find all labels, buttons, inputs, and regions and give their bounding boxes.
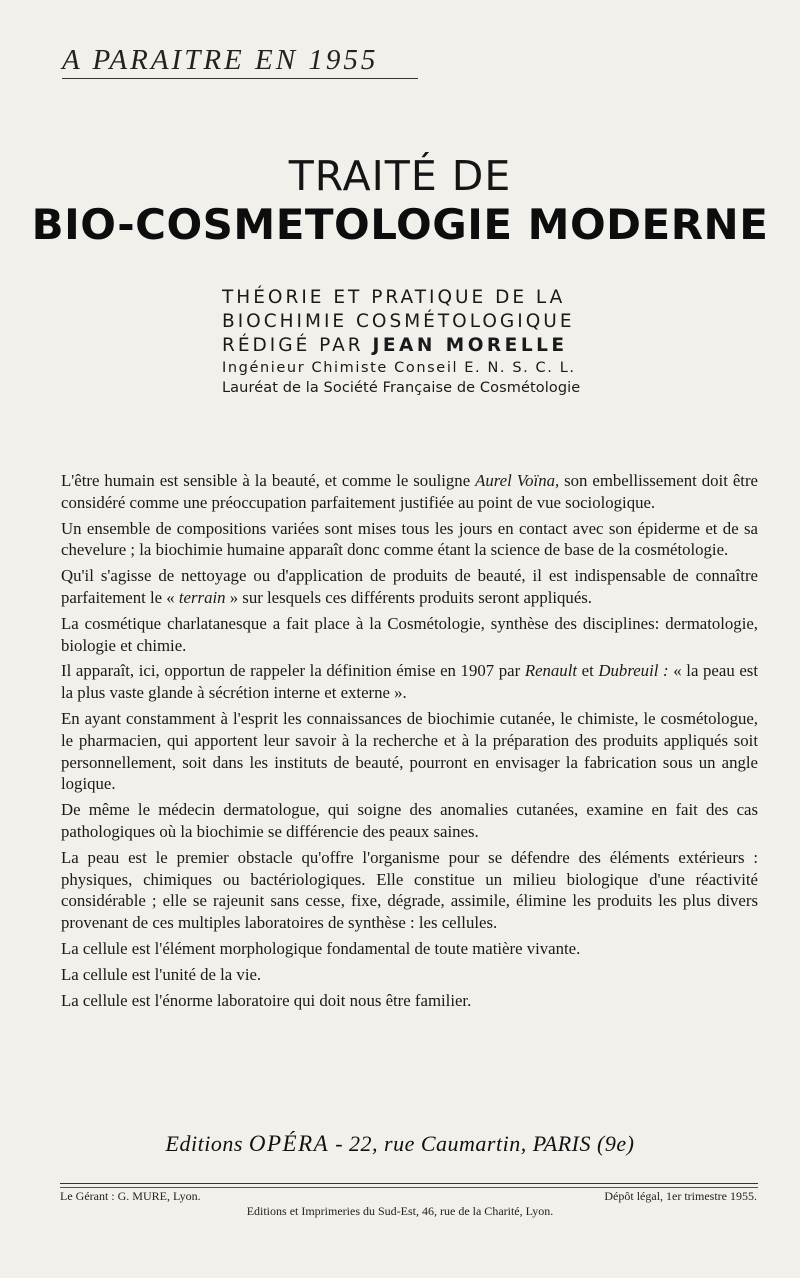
p3-text-a: Qu'il s'agisse de nettoyage ou d'application de produits de beauté, il est indispensable de connaître parfaitement le « — [61, 566, 758, 607]
paragraph-4: La cosmétique charlatanesque a fait place à la Cosmétologie, synthèse des disciplines: dermatologie, biologie et chimie. — [61, 613, 758, 655]
paragraph-3 — [61, 565, 758, 609]
publisher-prefix: Editions — [165, 1131, 243, 1156]
paragraph-10: La cellule est l'unité de la vie. — [61, 964, 262, 984]
subtitle-line-2: BIOCHIMIE COSMÉTOLOGIQUE — [222, 311, 575, 332]
author-line — [222, 334, 622, 358]
paragraph-6: En ayant constamment à l'esprit les connaissances de biochimie cutanée, le chimiste, le cosmétologue, le pharmacien, qui apportent leur savoir à la recherche et à la préparation des produits appliqués soit personnellement, soit dans les instituts de beauté, pourront en envisager la fabrication sous un angle logique. — [61, 708, 758, 794]
author-laureat: Lauréat de la Société Française de Cosmétologie — [222, 380, 581, 396]
p3-text-b: » sur lesquels ces différents produits seront appliqués. — [225, 587, 592, 607]
announcement-heading: A PARAITRE EN 1955 — [62, 44, 418, 79]
redige-prefix: RÉDIGÉ PAR — [222, 335, 364, 356]
p1-text-a: L'être humain est sensible à la beauté, et comme le souligne — [61, 471, 476, 490]
paragraph-9: La cellule est l'élément morphologique fondamental de toute matière vivante. — [61, 938, 581, 958]
publisher-address: - 22, rue Caumartin, PARIS (9e) — [329, 1131, 635, 1156]
paragraph-2: Un ensemble de compositions variées sont mises tous les jours en contact avec son épiderme et de sa chevelure ; la biochimie humaine apparaît donc comme étant la science de base de la cosmétologie. — [61, 518, 758, 560]
footer-depot-legal: Dépôt légal, 1er trimestre 1955. — [604, 1189, 757, 1203]
paragraph-8: La peau est le premier obstacle qu'offre l'organisme pour se défendre des éléments extérieurs : physiques, chimiques ou bactériologiques. Elle constitue un milieu biologique d'une réactivité considérable ; elle se rajeunit sans cesse, fixe, dégrade, assimile, élimine les produits les plus divers provenant de ces multiples laboratoires de synthèse : les cellules. — [61, 847, 758, 933]
publisher-name: OPÉRA — [248, 1131, 330, 1156]
p5-renault: Renault — [524, 661, 578, 681]
p3-term: terrain — [178, 587, 226, 607]
footer-rule — [60, 1183, 758, 1184]
body-text — [61, 470, 758, 1015]
footer-rule-thin — [60, 1187, 758, 1188]
paragraph-1 — [61, 470, 758, 514]
p1-text-b: son embellissement doit être considéré comme une préoccupation parfaitement justifiée au point de vue sociologique. — [61, 471, 758, 512]
publisher-line — [0, 1131, 800, 1157]
p5-et: et — [577, 661, 599, 681]
title-line-1: TRAITÉ DE — [288, 152, 512, 200]
subtitle-block — [222, 286, 622, 398]
author-name: JEAN MORELLE — [372, 335, 568, 356]
p5-text-a: Il apparaît, ici, opportun de rappeler la définition émise en 1907 par — [61, 661, 525, 681]
footer-printer: Editions et Imprimeries du Sud-Est, 46, rue de la Charité, Lyon. — [246, 1204, 554, 1218]
title-line-2: BIO-COSMETOLOGIE MODERNE — [31, 200, 769, 249]
paragraph-5 — [61, 660, 758, 704]
p1-author: Aurel Voïna, — [475, 471, 560, 490]
p5-dubreuil: Dubreuil : — [598, 661, 669, 681]
paragraph-7: De même le médecin dermatologue, qui soigne des anomalies cutanées, examine en fait des cas pathologiques où la biochimie se différencie des peaux saines. — [61, 800, 758, 841]
subtitle-line-1: THÉORIE ET PRATIQUE DE LA — [222, 287, 566, 308]
p5-text-b: « la peau est la plus vaste glande à sécrétion interne et externe ». — [61, 661, 758, 703]
footer-gerant: Le Gérant : G. MURE, Lyon. — [60, 1189, 201, 1203]
paragraph-11: La cellule est l'énorme laboratoire qui doit nous être familier. — [61, 990, 472, 1010]
author-credential: Ingénieur Chimiste Conseil E. N. S. C. L. — [222, 360, 576, 376]
